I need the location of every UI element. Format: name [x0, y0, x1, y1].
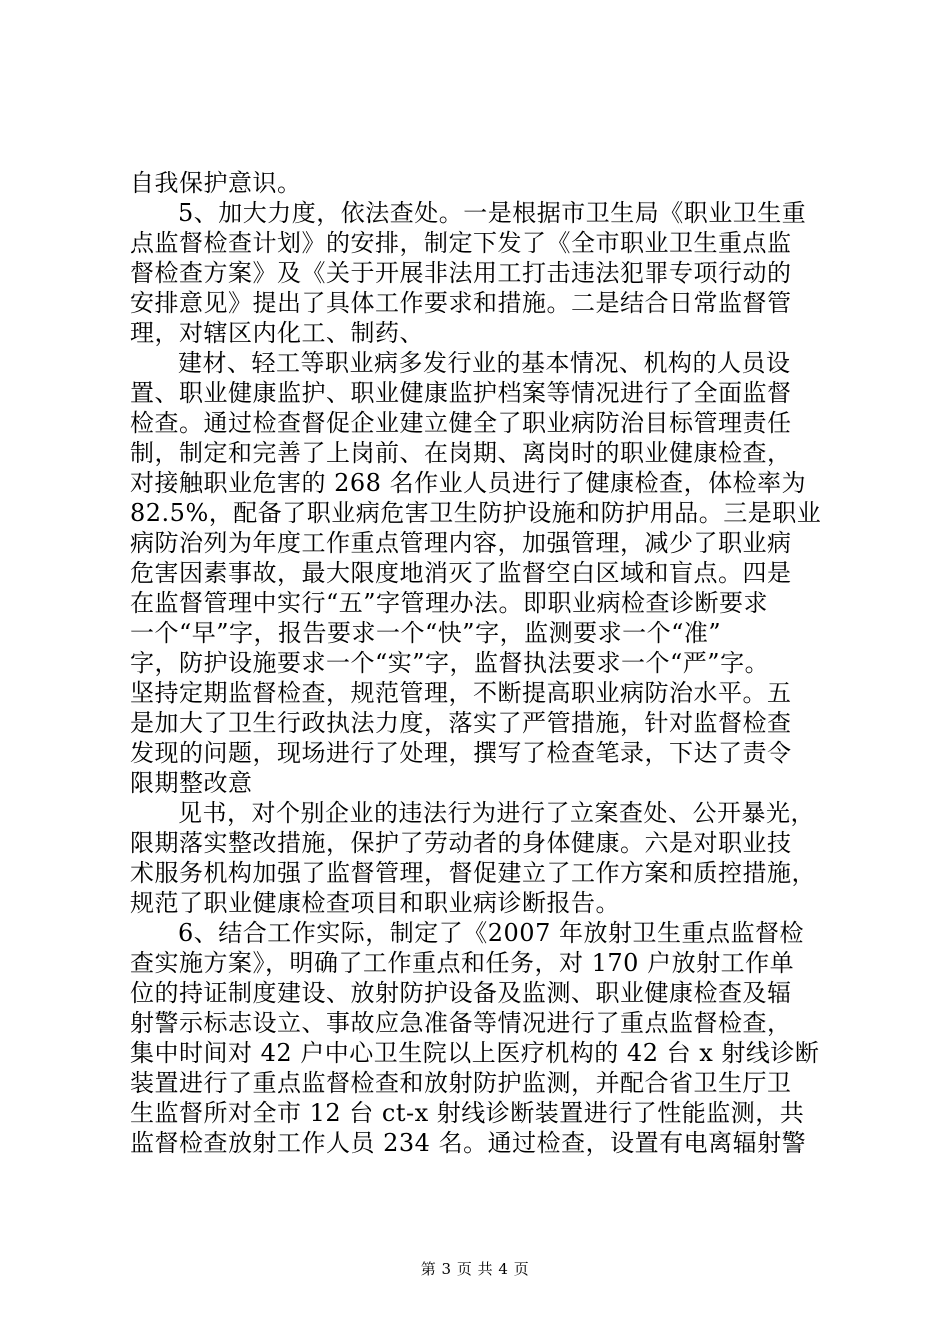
text-line: 6、结合工作实际，制定了《2007 年放射卫生重点监督检 — [178, 919, 804, 947]
text-line: 限期落实整改措施，保护了劳动者的身体健康。六是对职业技 — [130, 829, 792, 857]
text-line: 危害因素事故，最大限度地消灭了监督空白区域和盲点。四是 — [130, 559, 792, 587]
text-line: 集中时间对 42 户中心卫生院以上医疗机构的 42 台 x 射线诊断 — [130, 1039, 820, 1067]
text-line: 置、职业健康监护、职业健康监护档案等情况进行了全面监督 — [130, 379, 792, 407]
text-line: 限期整改意 — [130, 769, 253, 797]
text-line: 见书，对个别企业的违法行为进行了立案查处、公开暴光， — [178, 799, 815, 827]
text-line: 字，防护设施要求一个“实”字，监督执法要求一个“严”字。 — [130, 649, 770, 677]
text-line: 一个“早”字，报告要求一个“快”字，监测要求一个“准” — [130, 619, 722, 647]
text-line: 监督检查放射工作人员 234 名。通过检查，设置有电离辐射警 — [130, 1129, 807, 1157]
page-footer: 第 3 页 共 4 页 — [420, 1260, 530, 1278]
text-line: 装置进行了重点监督检查和放射防护监测，并配合省卫生厅卫 — [130, 1069, 792, 1097]
text-line: 安排意见》提出了具体工作要求和措施。二是结合日常监督管 — [130, 289, 792, 317]
text-line: 生监督所对全市 12 台 ct-x 射线诊断装置进行了性能监测，共 — [130, 1099, 805, 1127]
text-line: 82.5%，配备了职业病危害卫生防护设施和防护用品。三是职业 — [130, 499, 822, 527]
text-line: 发现的问题，现场进行了处理，撰写了检查笔录，下达了责令 — [130, 739, 792, 767]
text-line: 查实施方案》，明确了工作重点和任务，对 170 户放射工作单 — [130, 949, 795, 977]
text-line: 自我保护意识。 — [130, 169, 302, 197]
text-line: 病防治列为年度工作重点管理内容，加强管理，减少了职业病 — [130, 529, 792, 557]
text-line: 制，制定和完善了上岗前、在岗期、离岗时的职业健康检查， — [130, 439, 792, 467]
text-line: 术服务机构加强了监督管理，督促建立了工作方案和质控措施， — [130, 859, 816, 887]
text-line: 位的持证制度建设、放射防护设备及监测、职业健康检查及辐 — [130, 979, 792, 1007]
text-line: 5、加大力度，依法查处。一是根据市卫生局《职业卫生重 — [178, 199, 807, 227]
text-line: 检查。通过检查督促企业建立健全了职业病防治目标管理责任 — [130, 409, 792, 437]
text-line: 是加大了卫生行政执法力度，落实了严管措施，针对监督检查 — [130, 709, 792, 737]
text-line: 对接触职业危害的 268 名作业人员进行了健康检查，体检率为 — [130, 469, 807, 497]
text-line: 坚持定期监督检查，规范管理，不断提高职业病防治水平。五 — [130, 679, 792, 707]
text-line: 理，对辖区内化工、制药、 — [130, 319, 424, 347]
text-line: 督检查方案》及《关于开展非法用工打击违法犯罪专项行动的 — [130, 259, 792, 287]
text-line: 点监督检查计划》的安排，制定下发了《全市职业卫生重点监 — [130, 229, 792, 257]
text-line: 建材、轻工等职业病多发行业的基本情况、机构的人员设 — [178, 349, 791, 377]
text-line: 在监督管理中实行“五”字管理办法。即职业病检查诊断要求 — [130, 589, 769, 617]
document-body — [130, 168, 830, 1158]
text-line: 规范了职业健康检查项目和职业病诊断报告。 — [130, 889, 620, 917]
text-line: 射警示标志设立、事故应急准备等情况进行了重点监督检查， — [130, 1009, 792, 1037]
